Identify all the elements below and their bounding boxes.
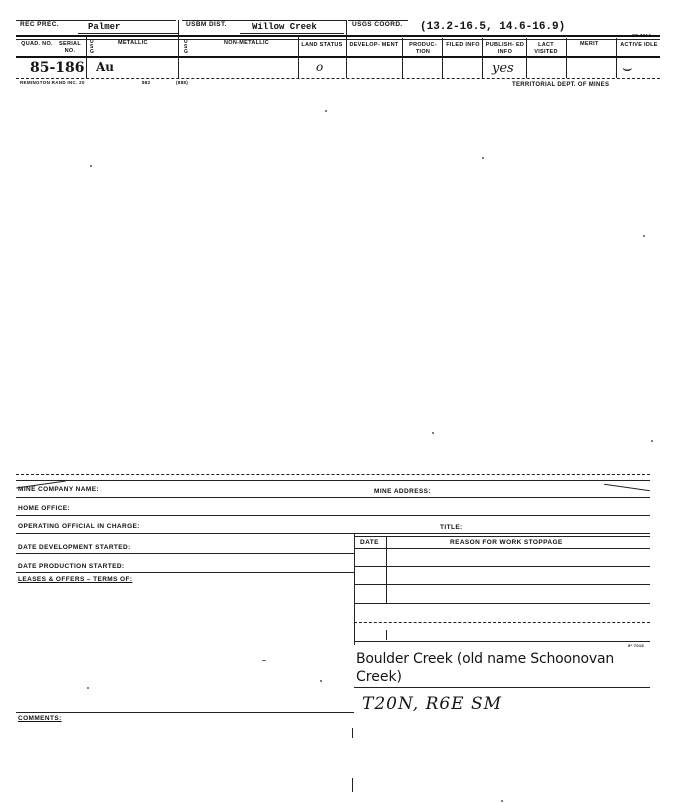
quad-serial-value: 85-186	[30, 60, 85, 76]
scan-speck	[643, 235, 645, 237]
table-rule	[354, 566, 650, 567]
col-non-metallic: NON-METALLIC	[224, 40, 270, 46]
table-rule	[354, 641, 650, 642]
published-info-value: yes	[492, 61, 514, 76]
mine-address-label: MINE ADDRESS:	[374, 488, 431, 495]
col-quad-no: QUAD. NO.	[21, 41, 53, 47]
mine-company-name-label: MINE COMPANY NAME:	[18, 486, 99, 493]
table-rule	[354, 584, 650, 585]
operating-official-label: OPERATING OFFICIAL IN CHARGE:	[18, 523, 140, 530]
col-merit: MERIT	[580, 41, 599, 47]
header-top-rule-3	[348, 20, 408, 21]
col-development: DEVELOP- MENT	[349, 42, 399, 48]
table-divider	[354, 533, 355, 645]
header-top-rule-2	[182, 20, 346, 21]
rec-prec-label: REC PREC.	[20, 21, 59, 28]
usgs-coord-value: (13.2-16.5, 14.6-16.9)	[420, 21, 566, 33]
lower-top-rule	[16, 474, 650, 475]
scan-speck	[482, 157, 484, 159]
header-top-rule	[16, 20, 176, 21]
table-divider	[386, 536, 387, 604]
usbm-dist-label: USBM DIST.	[186, 21, 227, 28]
col-divider	[442, 38, 443, 78]
col-divider	[178, 20, 179, 78]
col-divider	[566, 38, 567, 78]
col-divider	[402, 38, 403, 78]
header-mid-rule	[16, 35, 660, 37]
col-production: PRODUC- TION	[409, 42, 437, 55]
record-row-bottom	[16, 78, 660, 79]
col-divider	[526, 38, 527, 78]
comments-divider	[352, 778, 353, 792]
col-usg-right: U S G	[184, 39, 189, 55]
row-rule	[354, 536, 650, 537]
col-divider	[482, 38, 483, 78]
col-last-visited: LACT VISITED	[534, 42, 558, 55]
row-rule	[16, 572, 354, 573]
col-serial-no: SERIAL NO.	[59, 41, 81, 54]
usbm-dist-value: Willow Creek	[252, 22, 317, 32]
table-rule	[354, 548, 650, 549]
printer-info: REMINGTON RAND INC. 20	[20, 80, 85, 85]
printer-code: 882	[142, 80, 151, 85]
table-rule	[354, 622, 650, 623]
col-published-info: PUBLISH- ED INFO	[485, 42, 525, 55]
department: TERRITORIAL DEPT. OF MINES	[512, 82, 610, 88]
col-land-status: LAND STATUS	[301, 42, 343, 48]
form-number: SF 7014	[632, 33, 652, 38]
table-rule	[354, 603, 650, 604]
header-mid-rule-2	[16, 39, 660, 40]
pen-mark	[604, 484, 650, 491]
form-number-small: 5* 7015	[628, 643, 644, 648]
scan-speck	[262, 660, 266, 661]
row-rule	[16, 533, 650, 534]
printer-code-2: (888)	[176, 80, 189, 85]
scan-speck	[432, 432, 434, 434]
scan-speck	[87, 687, 89, 689]
date-column-header: DATE	[360, 539, 379, 546]
col-filed-info: FILED INFO	[446, 42, 480, 48]
date-production-started-label: DATE PRODUCTION STARTED:	[18, 563, 125, 570]
scan-speck	[501, 800, 503, 802]
note-rule	[354, 687, 650, 688]
comments-label: COMMENTS:	[18, 715, 62, 722]
note-line-2: Creek)	[356, 669, 403, 685]
row-rule	[16, 553, 354, 554]
note-line-3: T20N, R6E SM	[362, 694, 503, 714]
date-development-started-label: DATE DEVELOPMENT STARTED:	[18, 544, 131, 551]
active-idle-mark: ⌣	[622, 58, 633, 77]
row-rule	[16, 515, 650, 516]
metallic-value: Au	[96, 60, 115, 74]
lower-top-rule-2	[16, 480, 650, 481]
scan-speck	[651, 440, 653, 442]
usbm-dist-underline	[240, 33, 344, 34]
land-status-value: o	[316, 60, 324, 74]
table-divider	[386, 630, 387, 640]
reason-column-header: REASON FOR WORK STOPPAGE	[450, 539, 563, 546]
col-divider	[346, 20, 347, 78]
col-usg-left: U S G	[90, 39, 95, 55]
note-line-1: Boulder Creek (old name Schoonovan	[356, 651, 615, 667]
scan-speck	[325, 110, 327, 112]
comments-divider	[352, 728, 353, 738]
col-divider	[616, 38, 617, 78]
home-office-label: HOME OFFICE:	[18, 505, 71, 512]
rec-prec-value: Palmer	[88, 22, 121, 32]
usgs-coord-label: USGS COORD.	[352, 21, 403, 28]
rec-prec-underline	[78, 33, 178, 34]
header-bottom-rule	[16, 56, 660, 58]
leases-offers-label: LEASES & OFFERS – TERMS OF:	[18, 576, 133, 583]
comments-rule	[16, 712, 354, 713]
col-metallic: METALLIC	[118, 40, 148, 46]
title-label: TITLE:	[440, 524, 463, 531]
row-rule	[16, 497, 650, 498]
col-active-idle: ACTIVE IDLE	[620, 42, 658, 48]
scan-speck	[90, 165, 92, 167]
scan-speck	[320, 680, 322, 682]
